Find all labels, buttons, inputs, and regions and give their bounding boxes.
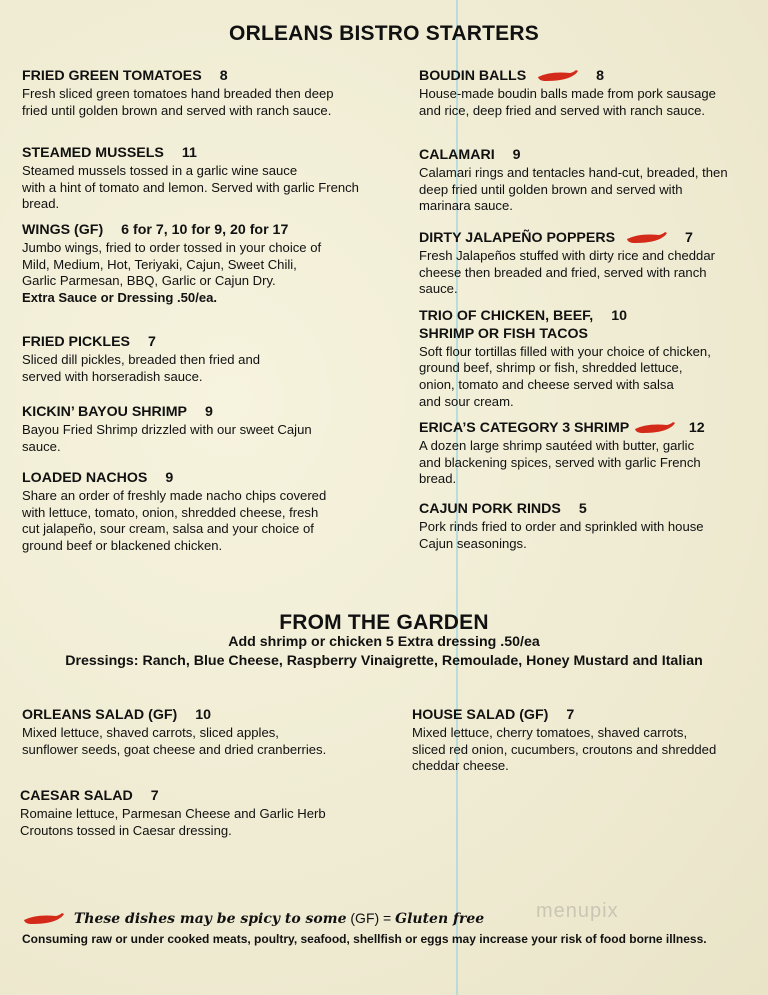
- item-name: CALAMARI: [419, 147, 495, 163]
- spicy-legend: [22, 910, 484, 927]
- watermark: menupix: [536, 900, 619, 922]
- item-price: 10: [195, 707, 212, 723]
- menu-item-orleans-salad: [22, 707, 326, 758]
- item-extra-note: Extra Sauce or Dressing .50/ea.: [22, 290, 218, 306]
- item-price: 10: [611, 308, 627, 324]
- item-description: Calamari rings and tentacles hand-cut, breaded, then deep fried until golden brown and served with marinara sauce.: [419, 164, 728, 214]
- item-name: FRIED GREEN TOMATOES: [22, 68, 202, 84]
- item-price: 5: [578, 501, 587, 517]
- menu-item-cajun-pork-rinds: [419, 501, 704, 552]
- item-price: 7: [148, 334, 156, 350]
- item-description: Sliced dill pickles, breaded then fried and served with horseradish sauce.: [22, 351, 261, 384]
- item-name: HOUSE SALAD (GF): [412, 707, 549, 723]
- menu-item-calamari: [419, 147, 728, 215]
- menu-item-steamed-mussels: [22, 145, 359, 213]
- item-description: Fresh Jalapeños stuffed with dirty rice and cheddar cheese then breaded and fried, served with ranch sauce.: [419, 247, 715, 297]
- item-description: Mixed lettuce, cherry tomatoes, shaved carrots, sliced red onion, cucumbers, croutons and shredded cheddar cheese.: [412, 724, 717, 774]
- item-description: Romaine lettuce, Parmesan Cheese and Garlic Herb Croutons tossed in Caesar dressing.: [20, 805, 326, 838]
- item-price: 9: [165, 470, 174, 486]
- item-price: 8: [596, 68, 604, 84]
- item-name: CAJUN PORK RINDS: [419, 501, 561, 517]
- item-price: 9: [205, 404, 213, 420]
- garden-add-line: Add shrimp or chicken 5 Extra dressing .50/ea: [228, 634, 540, 650]
- item-description: A dozen large shrimp sautéed with butter, garlic and blackening spices, served with garlic French bread.: [419, 437, 701, 487]
- item-description: Share an order of freshly made nacho chips covered with lettuce, tomato, onion, shredded cheese, fresh cut jalapeño, sour cream, salsa and your choice of ground beef or blackened chicken.: [22, 487, 327, 554]
- pepper-icon: [633, 420, 677, 436]
- item-description: Jumbo wings, fried to order tossed in your choice of Mild, Medium, Hot, Teriyaki, Cajun, Sweet Chili, Garlic Parmesan, BBQ, Garlic or Cajun Dry.: [22, 239, 322, 289]
- item-name: LOADED NACHOS: [22, 470, 148, 486]
- menu-item-kickin-bayou-shrimp: [22, 404, 312, 455]
- item-description: Steamed mussels tossed in a garlic wine sauce with a hint of tomato and lemon. Served with garlic French bread.: [22, 162, 359, 212]
- pepper-icon: [625, 230, 669, 246]
- item-description: House-made boudin balls made from pork sausage and rice, deep fried and served with ranch sauce.: [419, 85, 716, 118]
- spicy-legend-text: These dishes may be spicy to some: [73, 911, 347, 927]
- item-description: Mixed lettuce, shaved carrots, sliced apples, sunflower seeds, goat cheese and dried cranberries.: [22, 724, 327, 757]
- menu-item-wings: [22, 222, 321, 307]
- starters-title: ORLEANS BISTRO STARTERS: [229, 22, 539, 45]
- menu-item-boudin-balls: [419, 68, 716, 119]
- item-name: DIRTY JALAPEÑO POPPERS: [419, 230, 616, 246]
- item-name: WINGS (GF): [22, 222, 104, 238]
- menu-item-caesar-salad: [20, 788, 326, 839]
- menu-item-loaded-nachos: [22, 470, 326, 555]
- gf-legend-text: (GF) =: [346, 910, 396, 926]
- item-price: 7: [566, 707, 575, 723]
- menu-item-dirty-jalapeno-poppers: [419, 230, 715, 298]
- pepper-icon: [22, 911, 66, 927]
- item-name: BOUDIN BALLS: [419, 68, 527, 84]
- item-name: FRIED PICKLES: [22, 334, 130, 350]
- item-price: 8: [219, 68, 228, 84]
- item-name: CAESAR SALAD: [20, 788, 133, 804]
- item-name: ERICA’S CATEGORY 3 SHRIMP: [419, 420, 629, 436]
- item-name: KICKIN’ BAYOU SHRIMP: [22, 404, 188, 420]
- menu-item-fried-pickles: [22, 334, 260, 385]
- item-description: Pork rinds fried to order and sprinkled with house Cajun seasonings.: [419, 518, 704, 551]
- garden-dressings-line: Dressings: Ranch, Blue Cheese, Raspberry Vinaigrette, Remoulade, Honey Mustard and Italian: [65, 653, 703, 669]
- item-price: 9: [512, 147, 521, 163]
- item-name: STEAMED MUSSELS: [22, 145, 164, 161]
- garden-title: FROM THE GARDEN: [279, 611, 489, 634]
- menu-item-fried-green-tomatoes: [22, 68, 334, 119]
- item-price: 7: [684, 230, 693, 246]
- menu-item-ericas-shrimp: [419, 420, 705, 488]
- item-price: 7: [150, 788, 159, 804]
- item-name: ORLEANS SALAD (GF): [22, 707, 178, 723]
- item-name-line-2: SHRIMP OR FISH TACOS: [419, 325, 588, 342]
- gluten-free-text: Gluten free: [395, 911, 485, 927]
- item-price: 12: [688, 420, 705, 436]
- item-price: 11: [181, 145, 197, 161]
- item-price: 6 for 7, 10 for 9, 20 for 17: [121, 222, 289, 238]
- pepper-icon: [536, 68, 580, 84]
- item-description: Fresh sliced green tomatoes hand breaded then deep fried until golden brown and served with ranch sauce.: [22, 85, 334, 118]
- food-safety-warning: Consuming raw or under cooked meats, poultry, seafood, shellfish or eggs may increase your risk of food borne illness.: [22, 932, 707, 946]
- item-name: TRIO OF CHICKEN, BEEF,: [419, 308, 594, 324]
- menu-item-house-salad: [412, 707, 716, 775]
- item-description: Soft flour tortillas filled with your choice of chicken, ground beef, shrimp or fish, shredded lettuce, onion, tomato and cheese served with salsa and sour cream.: [419, 343, 711, 409]
- menu-item-trio-tacos: [419, 308, 711, 411]
- item-description: Bayou Fried Shrimp drizzled with our sweet Cajun sauce.: [22, 421, 312, 454]
